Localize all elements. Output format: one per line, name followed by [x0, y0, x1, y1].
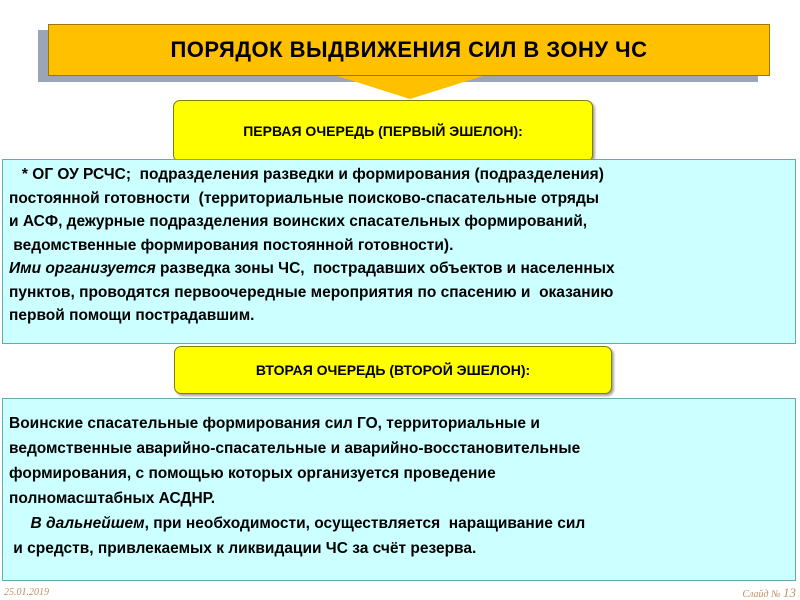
- echelon-2-line-1: Воинские спасательные формирования сил ГО, территориальные и: [9, 415, 540, 432]
- echelon-1-line-6: пунктов, проводятся первоочередные мероприятия по спасению и оказанию: [9, 283, 614, 301]
- echelon-1-label: ПЕРВАЯ ОЧЕРЕДЬ (ПЕРВЫЙ ЭШЕЛОН):: [243, 123, 523, 139]
- echelon-2-line-4: полномасштабных АСДНР.: [9, 490, 216, 507]
- echelon-1-emphasis: Ими организуется: [9, 260, 156, 277]
- title-banner-arrow: [334, 75, 486, 99]
- footer-slide-label: Слайд №: [742, 589, 781, 600]
- echelon-1-panel: [2, 159, 796, 344]
- echelon-1-line-3: и АСФ, дежурные подразделения воинских спасательных формирований,: [9, 213, 588, 230]
- echelon-2-line-6: и средств, привлекаемых к ликвидации ЧС за счёт резерва.: [9, 540, 477, 557]
- footer-slide-num: 13: [783, 585, 796, 600]
- echelon-2-panel: [2, 398, 796, 581]
- footer-date: 25.01.2019: [4, 587, 49, 598]
- echelon-2-label: ВТОРАЯ ОЧЕРЕДЬ (ВТОРОЙ ЭШЕЛОН):: [255, 362, 531, 378]
- echelon-2-emphasis: В дальнейшем: [9, 515, 145, 532]
- echelon-2-line-5-text: , при необходимости, осуществляется наращивание сил: [144, 515, 586, 532]
- title-banner: [48, 24, 770, 76]
- footer-slide-number: [742, 585, 796, 600]
- echelon-1-line-4: ведомственные формирования постоянной готовности).: [9, 236, 454, 254]
- echelon-1-line-5: [9, 257, 789, 281]
- echelon-2-line-2: ведомственные аварийно-спасательные и аварийно-восстановительные: [9, 440, 581, 457]
- echelon-1-line-7: первой помощи пострадавшим.: [9, 307, 255, 324]
- echelon-1-label-box: [173, 100, 593, 162]
- echelon-2-line-5: [9, 511, 789, 536]
- echelon-1-line-5-text: разведка зоны ЧС, пострадавших объектов и населенных: [155, 260, 615, 277]
- echelon-2-line-3: формирования, с помощью которых организуется проведение: [9, 465, 496, 482]
- echelon-2-label-box: [174, 346, 612, 394]
- page-title: ПОРЯДОК ВЫДВИЖЕНИЯ СИЛ В ЗОНУ ЧС: [170, 37, 648, 62]
- echelon-1-line-2: постоянной готовности (территориальные поисково-спасательные отряды: [9, 189, 600, 207]
- echelon-1-line-1: * ОГ ОУ РСЧС; подразделения разведки и формирования (подразделения): [9, 166, 604, 183]
